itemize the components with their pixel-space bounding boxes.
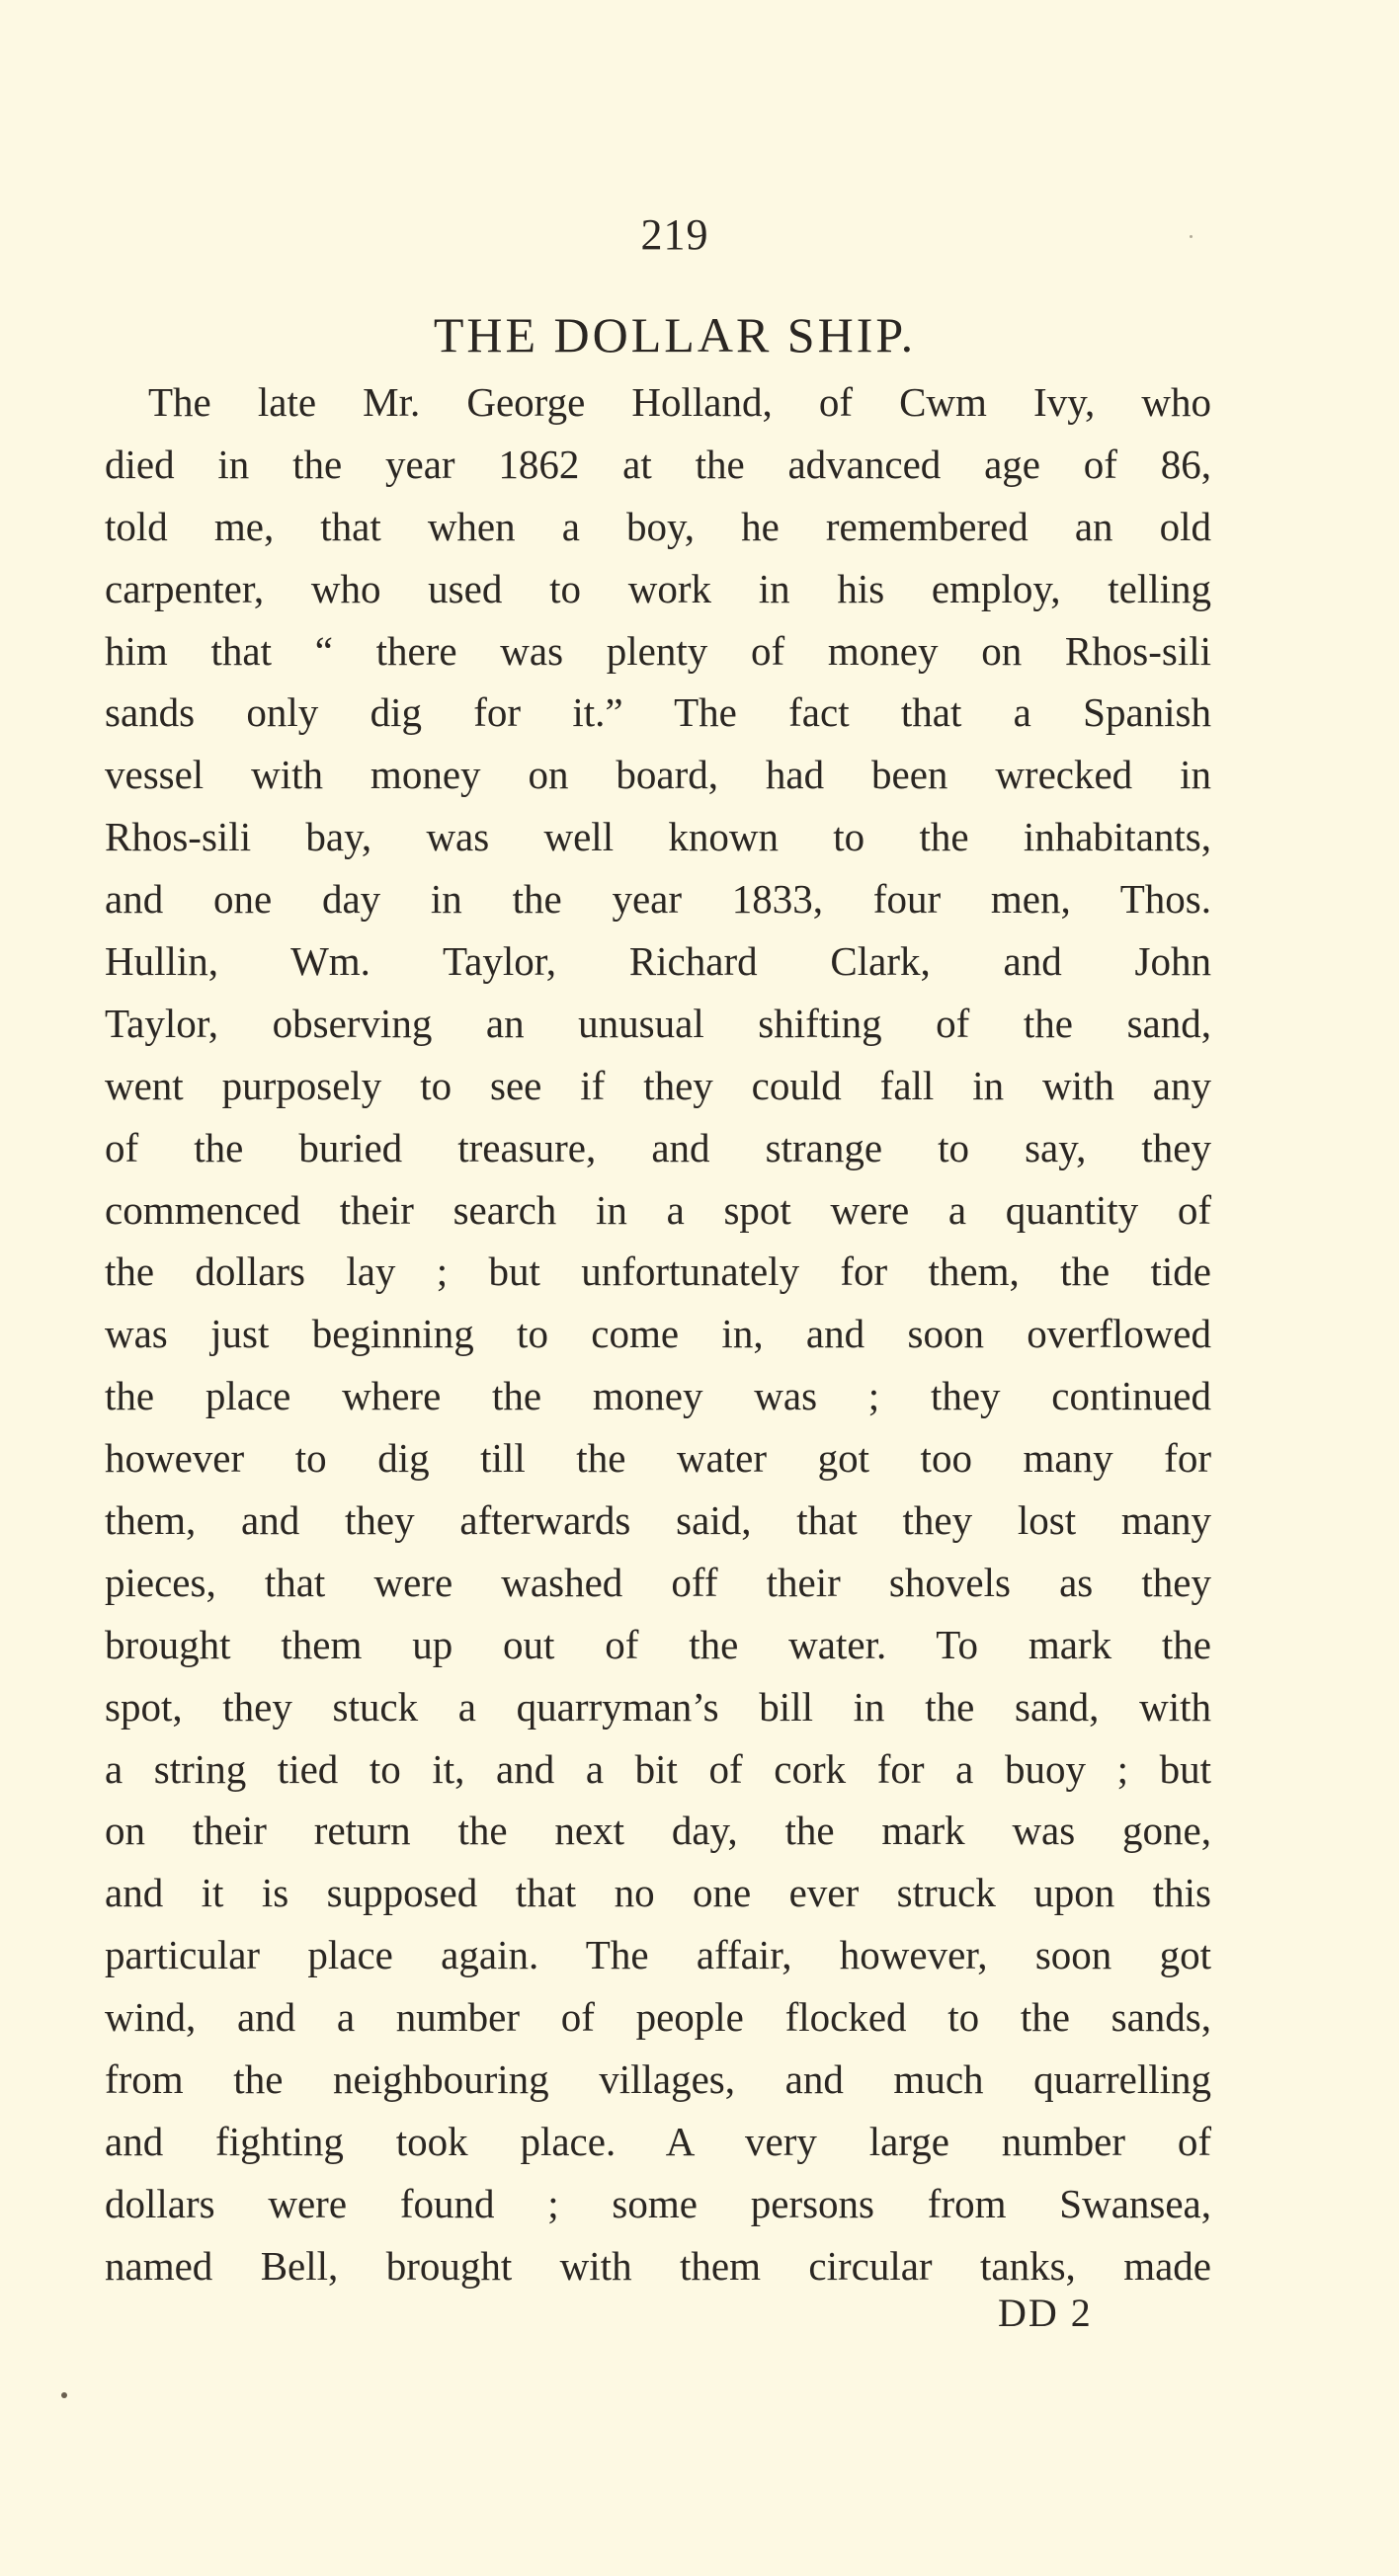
page-number: 219	[640, 210, 709, 259]
text-line: spot, they stuck a quarryman’s bill in the sand, with	[105, 1683, 1211, 1730]
ink-smudge	[1190, 235, 1193, 238]
text-line: died in the year 1862 at the advanced age of 86,	[105, 441, 1211, 487]
text-line: commenced their search in a spot were a quantity of	[105, 1186, 1211, 1233]
text-line: named Bell, brought with them circular tanks, made	[105, 2242, 1211, 2289]
page-title: THE DOLLAR SHIP.	[433, 307, 917, 362]
text-line: him that “ there was plenty of money on Rhos-sili	[105, 627, 1211, 674]
text-line: particular place again. The affair, however, soon got	[105, 1932, 1211, 1978]
text-line: a string tied to it, and a bit of cork for a buoy ; but	[105, 1745, 1211, 1792]
text-line: and one day in the year 1833, four men, Thos.	[105, 876, 1211, 923]
text-line: wind, and a number of people flocked to the sands,	[105, 1994, 1211, 2041]
text-line: brought them up out of the water. To mark the	[105, 1621, 1211, 1667]
text-line: on their return the next day, the mark was gone,	[105, 1808, 1211, 1854]
text-line: vessel with money on board, had been wrecked in	[105, 752, 1211, 798]
text-line: The late Mr. George Holland, of Cwm Ivy, who	[148, 379, 1211, 425]
text-line: and it is supposed that no one ever struck upon this	[105, 1870, 1211, 1916]
signature-mark: DD 2	[998, 2291, 1093, 2335]
text-line: went purposely to see if they could fall in with any	[105, 1062, 1211, 1108]
text-line: dollars were found ; some persons from Swansea,	[105, 2180, 1211, 2226]
text-line: sands only dig for it.” The fact that a Spanish	[105, 689, 1211, 736]
text-line: Rhos-sili bay, was well known to the inhabitants,	[105, 814, 1211, 860]
text-line: Taylor, observing an unusual shifting of the sand,	[105, 1000, 1211, 1046]
text-line: and fighting took place. A very large number of	[105, 2118, 1211, 2164]
text-line: told me, that when a boy, he remembered an old	[105, 503, 1211, 549]
text-line: carpenter, who used to work in his employ, telling	[105, 565, 1211, 611]
text-line: Hullin, Wm. Taylor, Richard Clark, and John	[105, 938, 1211, 985]
text-line: however to dig till the water got too many for	[105, 1435, 1211, 1482]
body-text	[105, 371, 1211, 2297]
text-line: of the buried treasure, and strange to say, they	[105, 1124, 1211, 1170]
text-line: them, and they afterwards said, that they lost many	[105, 1497, 1211, 1544]
ink-smudge	[61, 2392, 67, 2398]
text-line: the dollars lay ; but unfortunately for them, the tide	[105, 1248, 1211, 1295]
text-line: the place where the money was ; they continued	[105, 1373, 1211, 1419]
text-line: was just beginning to come in, and soon overflowed	[105, 1311, 1211, 1357]
text-line: pieces, that were washed off their shovels as they	[105, 1559, 1211, 1605]
text-line: from the neighbouring villages, and much quarrelling	[105, 2056, 1211, 2103]
